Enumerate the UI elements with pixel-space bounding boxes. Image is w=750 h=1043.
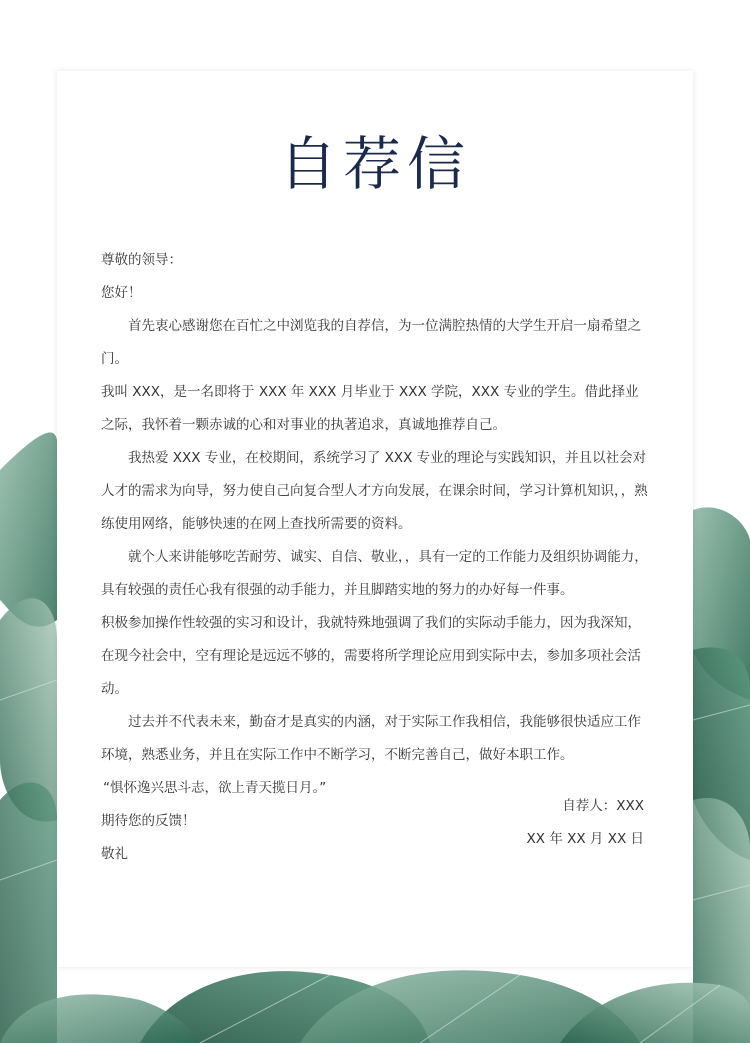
letter-body xyxy=(101,244,649,871)
signature: 自荐人：XXX xyxy=(562,798,644,814)
paragraph: 过去并不代表未来，勤奋才是真实的内涵，对于实际工作我相信，我能够很快适应工作环境，熟悉业务，并且在实际工作中不断学习，不断完善自己，做好本职工作。 xyxy=(101,714,641,763)
closing: 期待您的反馈！ xyxy=(101,813,196,829)
paragraph: 我热爱 XXX 专业，在校期间，系统学习了 XXX 专业的理论与实践知识，并且以社会对人才的需求为向导，努力使自己向复合型人才方向发展，在课余时间，学习计算机知识，，熟练使用网络，能够快速的在网上查找所需要的资料。 xyxy=(101,450,648,532)
paragraph: 积极参加操作性较强的实习和设计，我就特殊地强调了我们的实际动手能力，因为我深知，在现今社会中，空有理论是远远不够的，需要将所学理论应用到实际中去，参加多项社会活动。 xyxy=(101,615,641,697)
greeting: 您好！ xyxy=(101,285,142,301)
salutation: 尊敬的领导： xyxy=(101,252,182,268)
paragraph: 就个人来讲能够吃苦耐劳、诚实、自信、敬业，，具有一定的工作能力及组织协调能力，具有较强的责任心我有很强的动手能力，并且脚踏实地的努力的办好每一件事。 xyxy=(101,549,648,598)
regards: 敬礼 xyxy=(101,846,128,862)
letter-date: XX 年 XX 月 XX 日 xyxy=(526,831,644,847)
letter-title: 自荐信 xyxy=(278,130,471,198)
paragraph: 首先衷心感谢您在百忙之中浏览我的自荐信，为一位满腔热情的大学生开启一扇希望之门。 xyxy=(101,318,641,367)
paragraph: 我叫 XXX，是一名即将于 XXX 年 XXX 月毕业于 XXX 学院，XXX 专业的学生。借此择业之际，我怀着一颗赤诚的心和对事业的执著追求，真诚地推荐自己。 xyxy=(101,384,639,433)
quote: “惧怀逸兴思斗志，欲上青天揽日月。” xyxy=(103,780,327,796)
